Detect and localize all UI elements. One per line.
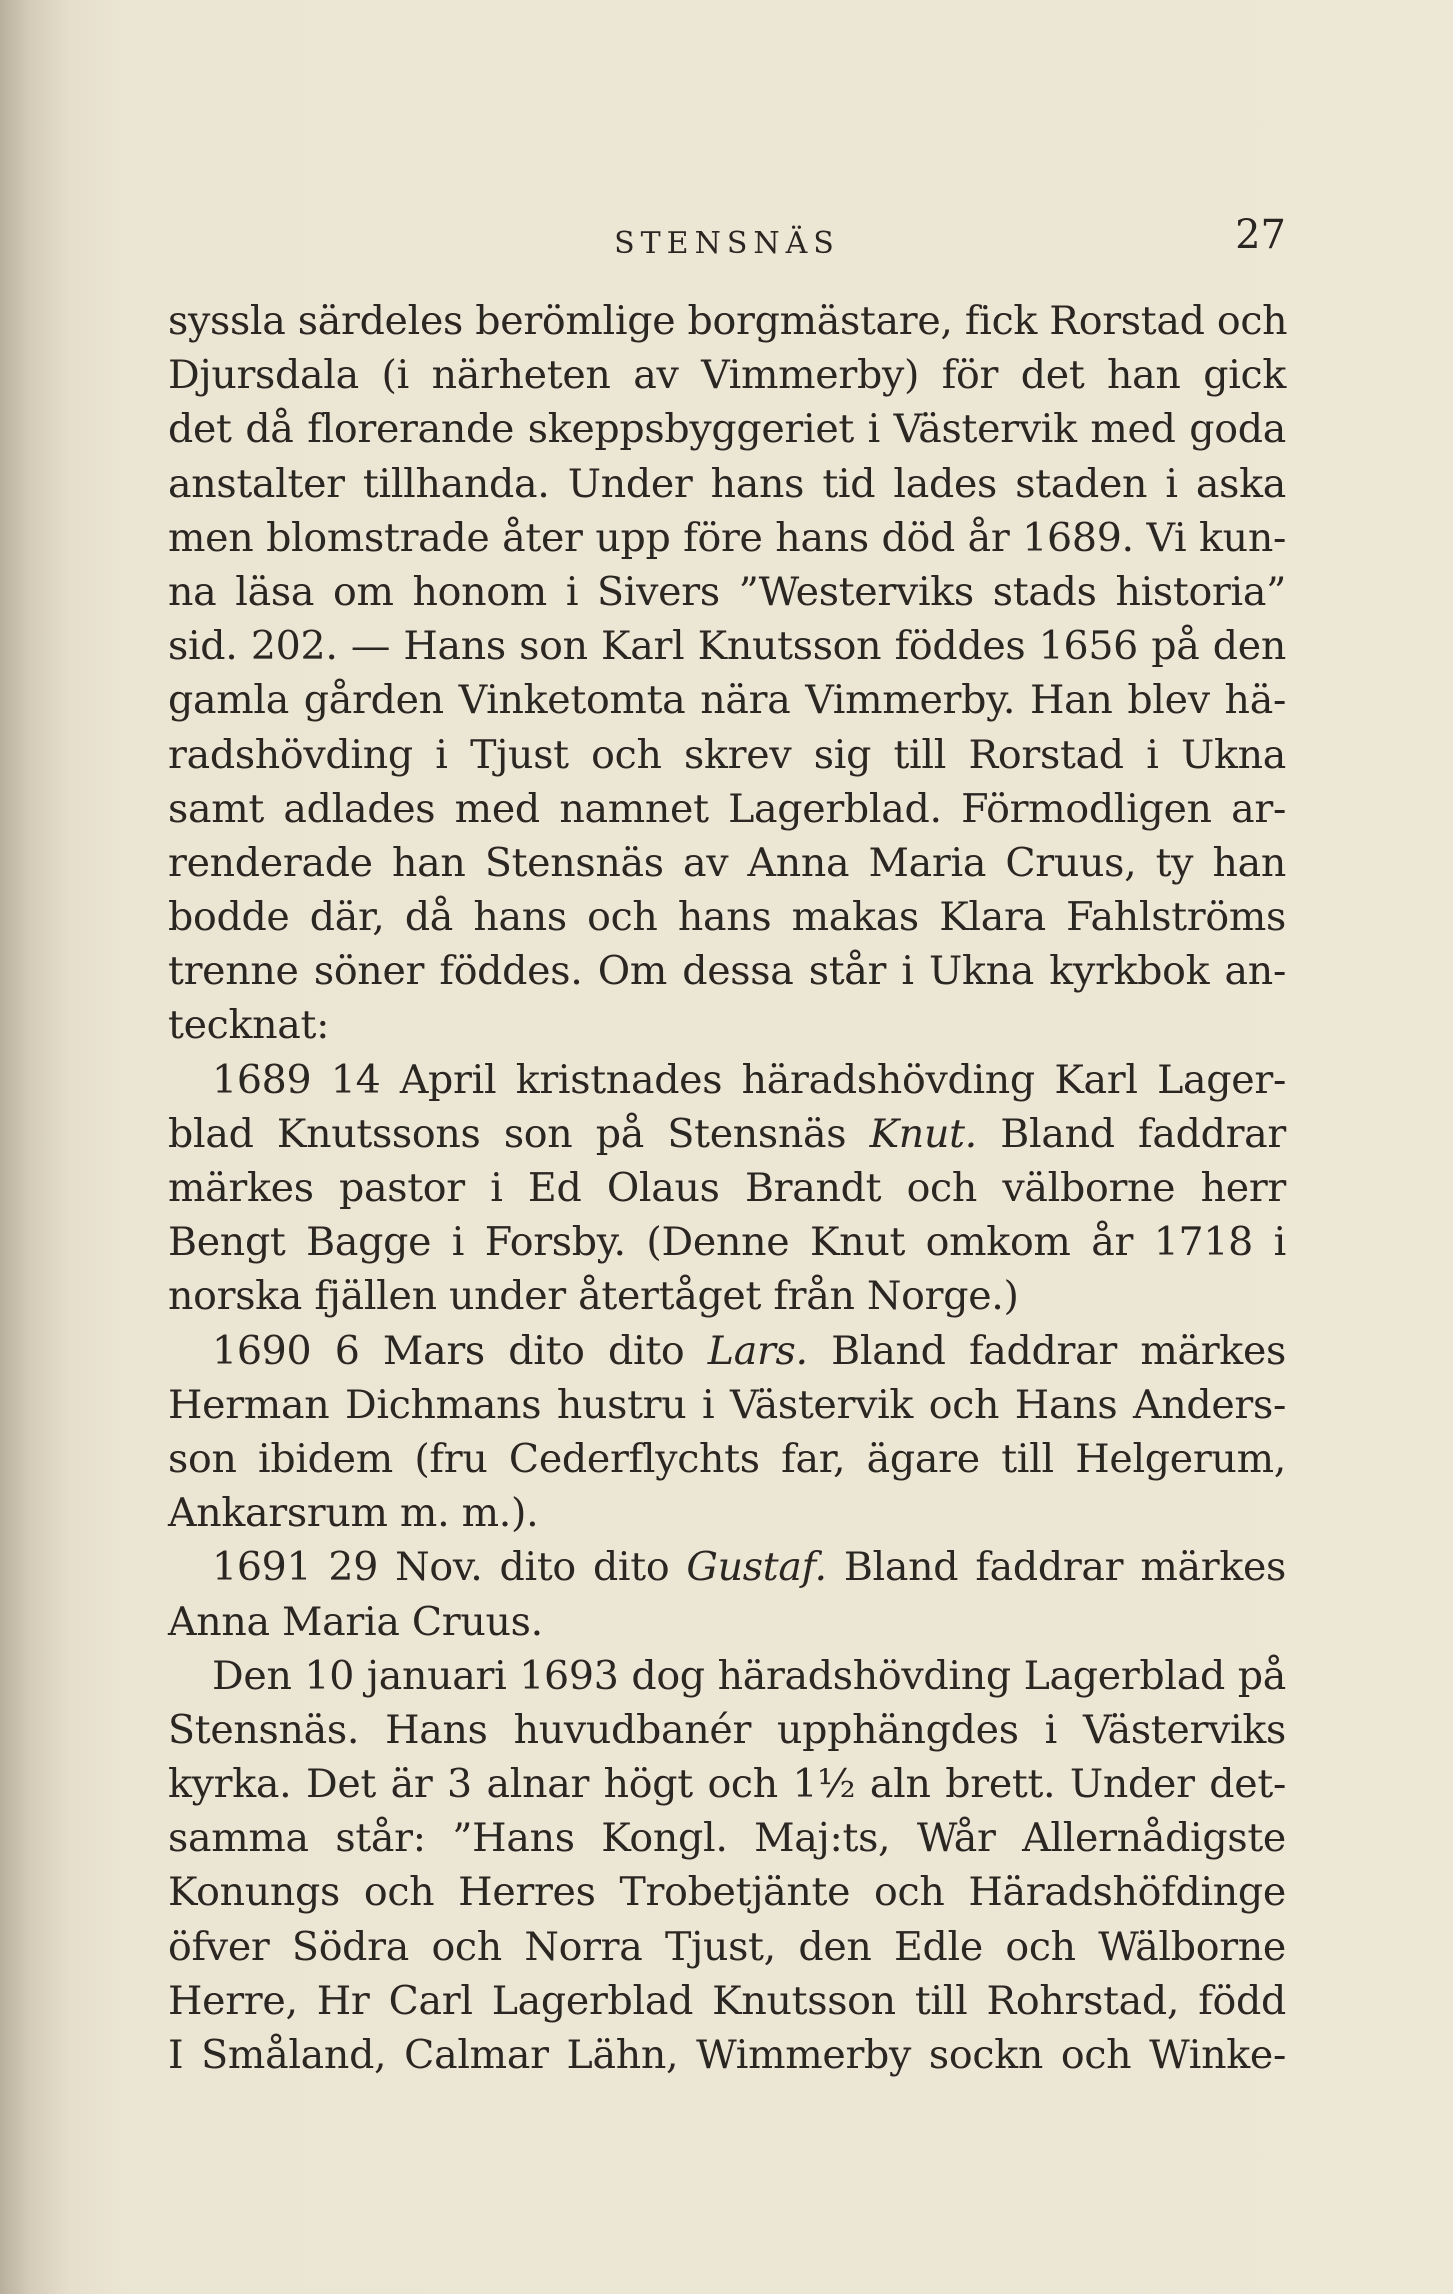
text-line: norska fjällen under återtåget från Norge.) xyxy=(168,1273,1019,1320)
text-line: gamla gården Vinketomta nära Vimmerby. Han blev hä- xyxy=(168,677,1286,724)
text-line: tecknat: xyxy=(168,1002,330,1049)
italic-name: Gustaf. xyxy=(686,1544,827,1591)
italic-name: Knut. xyxy=(869,1110,977,1157)
text-line: Djursdala (i närheten av Vimmerby) för det han gick xyxy=(168,352,1286,399)
text-line: samma står: ”Hans Kongl. Maj:ts, Wår Allernådigste xyxy=(168,1815,1286,1862)
text-line: Bengt Bagge i Forsby. (Denne Knut omkom år 1718 i xyxy=(168,1219,1286,1266)
text-line: Anna Maria Cruus. xyxy=(168,1598,543,1645)
text-line: Ankarsrum m. m.). xyxy=(168,1490,539,1537)
text-line: 1689 14 April kristnades häradshövding Karl Lager- xyxy=(212,1056,1286,1103)
text-line: anstalter tillhanda. Under hans tid lades staden i aska xyxy=(168,460,1286,507)
text-segment: 1691 29 Nov. dito dito xyxy=(212,1544,687,1591)
text-line: son ibidem (fru Cederflychts far, ägare till Helgerum, xyxy=(168,1435,1286,1482)
text-line: Konungs och Herres Trobetjänte och Häradshöfdinge xyxy=(168,1869,1286,1916)
text-segment: 1690 6 Mars dito dito xyxy=(212,1327,708,1374)
text-line: sid. 202. — Hans son Karl Knutsson föddes 1656 på den xyxy=(168,623,1286,670)
body-text xyxy=(168,294,1286,2082)
text-line: radshövding i Tjust och skrev sig till Rorstad i Ukna xyxy=(168,731,1286,778)
text-line: trenne söner föddes. Om dessa står i Ukna kyrkbok an- xyxy=(168,948,1286,995)
text-line xyxy=(168,1540,1286,1594)
italic-name: Lars. xyxy=(707,1327,808,1374)
text-segment: Bland faddrar xyxy=(976,1110,1287,1157)
text-segment: blad Knutssons son på Stensnäs xyxy=(168,1110,870,1157)
text-line xyxy=(168,1107,1286,1161)
text-line: det då florerande skeppsbyggeriet i Västervik med goda xyxy=(168,406,1286,453)
text-line: bodde där, då hans och hans makas Klara Fahlströms xyxy=(168,894,1286,941)
text-line: I Småland, Calmar Lähn, Wimmerby sockn och Winke- xyxy=(168,2032,1286,2078)
page-number: 27 xyxy=(1235,212,1286,258)
text-line: öfver Södra och Norra Tjust, den Edle och Wälborne xyxy=(168,1923,1286,1970)
text-line: na läsa om honom i Sivers ”Westerviks stads historia” xyxy=(168,568,1286,615)
text-line: renderade han Stensnäs av Anna Maria Cruus, ty han xyxy=(168,839,1286,886)
text-line: samt adlades med namnet Lagerblad. Förmodligen ar- xyxy=(168,785,1286,832)
text-line: men blomstrade åter upp före hans död år 1689. Vi kun- xyxy=(168,514,1286,561)
text-line: Den 10 januari 1693 dog häradshövding Lagerblad på xyxy=(212,1652,1286,1699)
text-segment: Bland faddrar märkes xyxy=(826,1544,1287,1591)
text-segment: Bland faddrar märkes xyxy=(807,1327,1286,1374)
text-line: syssla särdeles berömlige borgmästare, fick Rorstad och xyxy=(168,298,1288,344)
text-line: kyrka. Det är 3 alnar högt och 1½ aln brett. Under det- xyxy=(168,1761,1286,1808)
text-line: märkes pastor i Ed Olaus Brandt och välborne herr xyxy=(168,1165,1286,1211)
text-line xyxy=(168,1324,1286,1378)
page-header xyxy=(168,212,1286,272)
text-line: Herman Dichmans hustru i Västervik och Hans Anders- xyxy=(168,1381,1286,1428)
running-head: STENSNÄS xyxy=(614,226,840,261)
text-line: Stensnäs. Hans huvudbanér upphängdes i Västerviks xyxy=(168,1706,1286,1753)
text-line: Herre, Hr Carl Lagerblad Knutsson till Rohrstad, född xyxy=(168,1977,1286,2024)
